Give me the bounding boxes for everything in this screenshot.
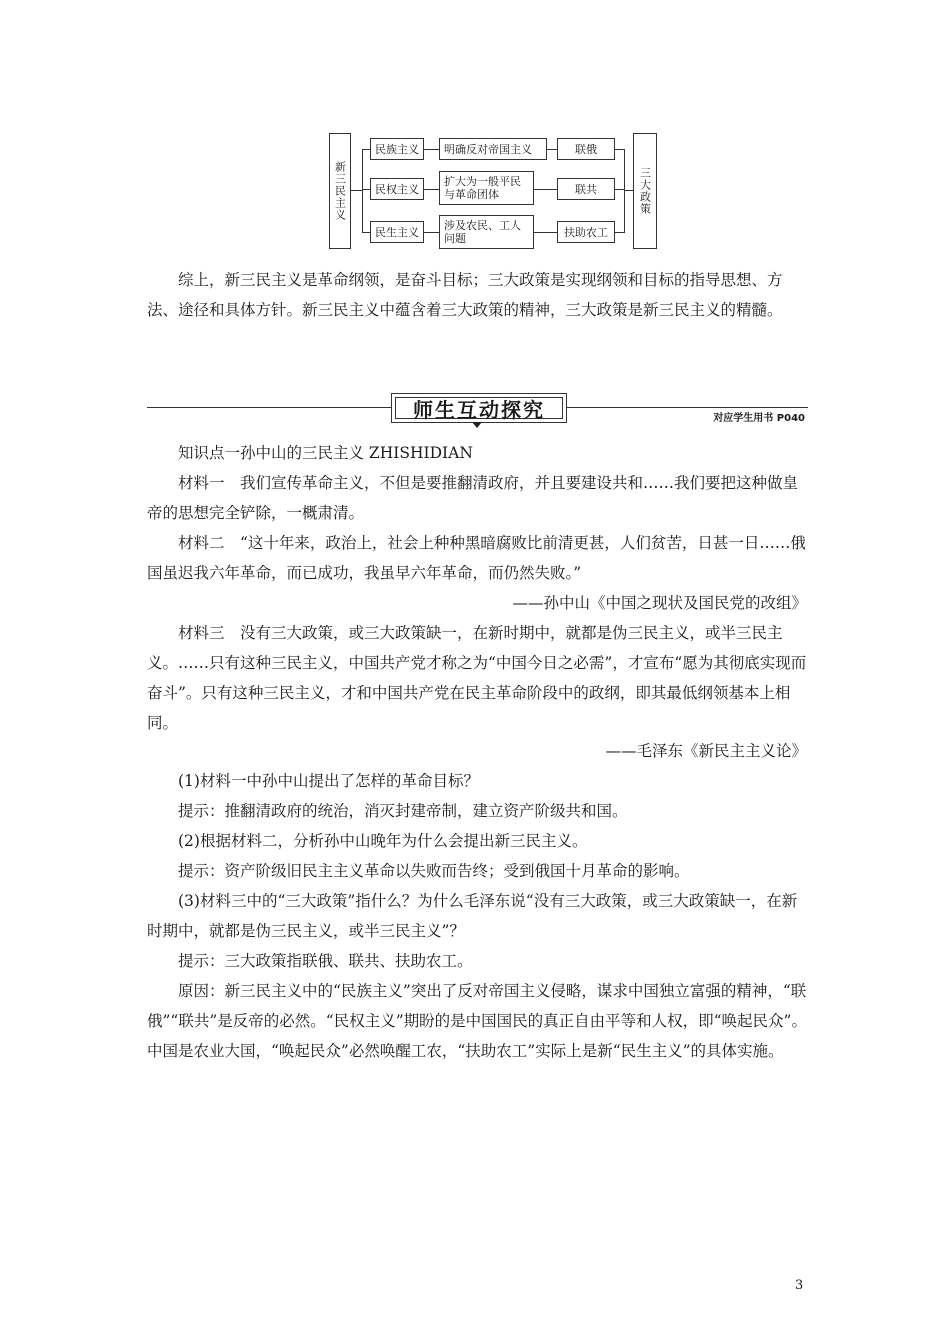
content-label: 扩大为一般平民与革命团体 [444, 175, 521, 201]
content-box-3 [439, 215, 534, 249]
summary-paragraph: 综上，新三民主义是革命纲领，是奋斗目标；三大政策是实现纲领和目标的指导思想、方法、途径和具体方针。新三民主义中蕴含着三大政策的精神，三大政策是新三民主义的精髓。 [147, 271, 783, 319]
material-three: 材料三 没有三大政策，或三大政策缺一，在新时期中，就都是伪三民主义，或半三民主义。……只有这种三民主义，中国共产党才称之为“中国今日之必需”，才宣布“愿为其彻底实现而奋斗”。只有这种三民主义，才和中国共产党在民主革命阶段中的政纲，即其最低纲领基本上相同。 [147, 624, 807, 732]
content-box-2 [439, 171, 534, 205]
section-reference: 对应学生用书 P040 [713, 413, 805, 424]
right-label: 三大政策 [638, 167, 652, 215]
material-two: 材料二 “这十年来，政治上，社会上种种黑暗腐败比前清更甚，人们贫苦，日甚一日……俄国虽迟我六年革命，而已成功，我虽早六年革命，而仍然失败。” [147, 534, 806, 582]
material-three-source: ——毛泽东《新民主主义论》 [605, 742, 807, 760]
policy-label: 联共 [575, 182, 597, 196]
content-label: 涉及农民、工人问题 [444, 219, 521, 245]
question-one: (1)材料一中孙中山提出了怎样的革命目标？ [178, 772, 479, 790]
policy-box-3 [557, 221, 615, 243]
material-two-source: ——孙中山《中国之现状及国民党的改组》 [512, 594, 807, 612]
principle-box-1 [370, 138, 424, 160]
policy-box-1 [557, 138, 615, 160]
question-two: (2)根据材料二，分析孙中山晚年为什么会提出新三民主义。 [178, 832, 588, 850]
page-number: 3 [795, 1278, 804, 1293]
policy-box-2 [557, 178, 615, 200]
question-three: (3)材料三中的“三大政策”指什么？为什么毛泽东说“没有三大政策，或三大政策缺一，在新时期中，就都是伪三民主义，或半三民主义”？ [147, 892, 798, 940]
principle-label: 民族主义 [375, 142, 419, 156]
material-one: 材料一 我们宣传革命主义，不但是要推翻清政府，并且要建设共和……我们要把这种做皇帝的思想完全铲除，一概肃清。 [147, 474, 799, 522]
section-title: 师生互动探究 [391, 393, 567, 423]
answer-one: 提示：推翻清政府的统治，消灭封建帝制，建立资产阶级共和国。 [178, 802, 628, 820]
right-label-box [633, 133, 657, 249]
policy-label: 联俄 [575, 142, 597, 156]
answer-two: 提示：资产阶级旧民主主义革命以失败而告终；受到俄国十月革命的影响。 [178, 862, 690, 880]
policy-label: 扶助农工 [564, 225, 608, 239]
reason-paragraph: 原因：新三民主义中的“民族主义”突出了反对帝国主义侵略，谋求中国独立富强的精神，“联俄”“联共”是反帝的必然。“民权主义”期盼的是中国国民的真正自由平等和人权，即“唤起民众”。中国是农业大国，“唤起民众”必然唤醒工农，“扶助农工”实际上是新“民生主义”的具体实施。 [147, 982, 807, 1060]
knowledge-point-heading: 知识点一孙中山的三民主义 ZHISHIDIAN [178, 444, 473, 462]
principle-box-3 [370, 221, 424, 243]
left-label: 新三民主义 [333, 161, 347, 221]
content-label: 明确反对帝国主义 [444, 142, 532, 156]
content-box-1 [439, 138, 547, 160]
principle-label: 民生主义 [375, 225, 419, 239]
section-banner [147, 393, 808, 433]
answer-three: 提示：三大政策指联俄、联共、扶助农工。 [178, 952, 473, 970]
principles-policies-diagram [329, 133, 657, 249]
principle-box-2 [370, 178, 424, 200]
banner-pointer-icon [472, 422, 482, 428]
principle-label: 民权主义 [375, 182, 419, 196]
left-label-box [329, 133, 351, 249]
